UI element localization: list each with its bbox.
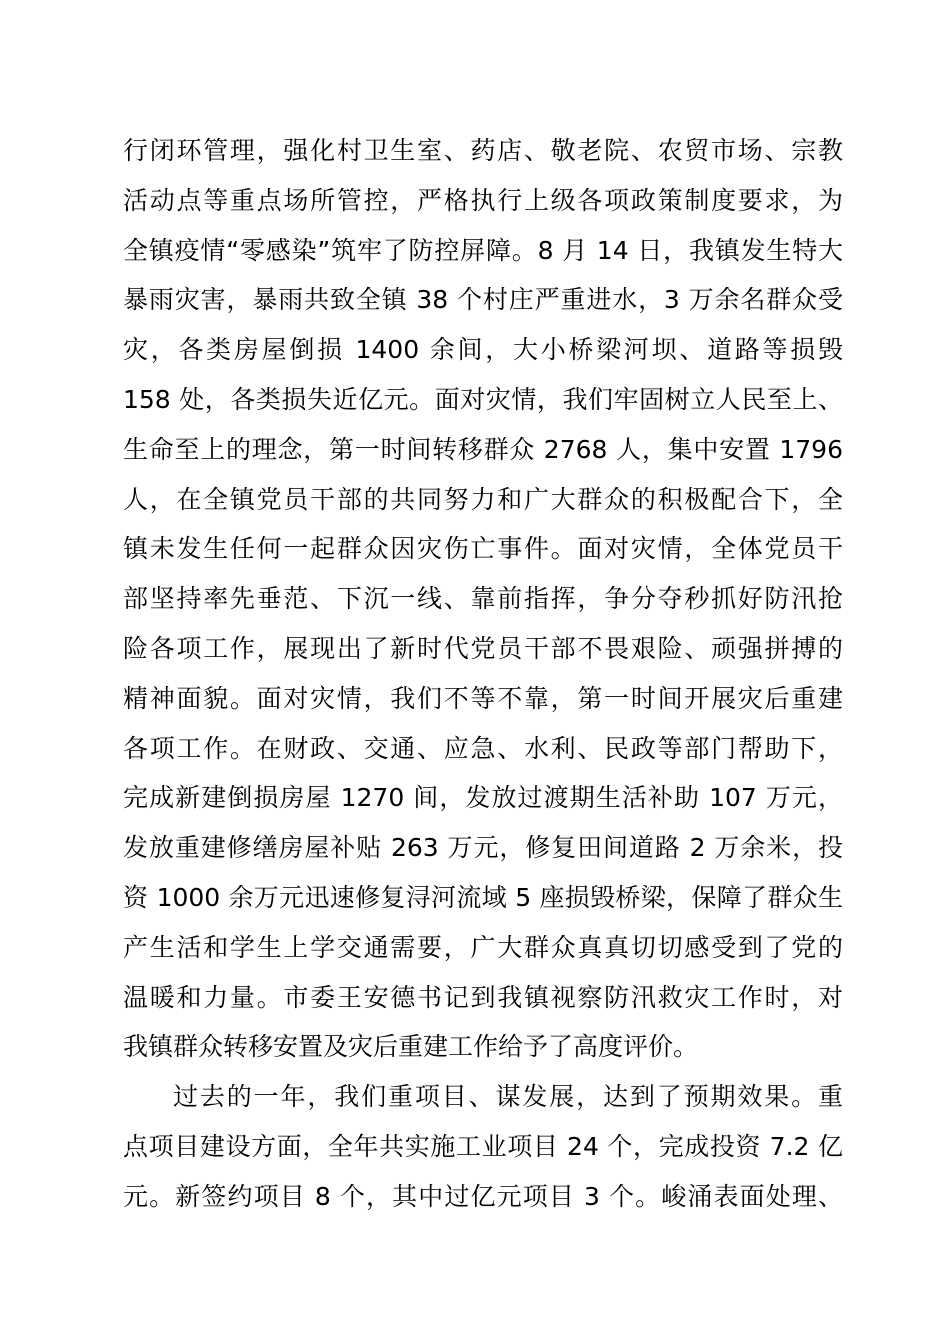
text-line: 发放重建修缮房屋补贴 263 万元，修复田间道路 2 万余米，投 <box>123 833 843 863</box>
text-line: 点项目建设方面，全年共实施工业项目 24 个，完成投资 7.2 亿 <box>123 1131 843 1161</box>
text-line: 各项工作。在财政、交通、应急、水利、民政等部门帮助下， <box>123 733 843 763</box>
text-line: 完成新建倒损房屋 1270 间，发放过渡期生活补助 107 万元， <box>123 783 843 813</box>
text-line: 产生活和学生上学交通需要，广大群众真真切切感受到了党的 <box>123 932 843 962</box>
text-line: 暴雨灾害，暴雨共致全镇 38 个村庄严重进水，3 万余名群众受 <box>123 285 843 315</box>
text-line: 行闭环管理，强化村卫生室、药店、敬老院、农贸市场、宗教 <box>123 136 843 165</box>
text-line: 人，在全镇党员干部的共同努力和广大群众的积极配合下，全 <box>123 484 843 514</box>
text-line: 过去的一年，我们重项目、谋发展，达到了预期效果。重 <box>173 1082 843 1112</box>
text-line: 部坚持率先垂范、下沉一线、靠前指挥，争分夺秒抓好防汛抢 <box>123 584 843 614</box>
text-line: 精神面貌。面对灾情，我们不等不靠，第一时间开展灾后重建 <box>123 683 843 713</box>
document-body <box>123 126 843 1222</box>
text-line: 灾，各类房屋倒损 1400 余间，大小桥梁河坝、道路等损毁 <box>123 335 843 365</box>
text-line: 158 处，各类损失近亿元。面对灾情，我们牢固树立人民至上、 <box>123 384 843 414</box>
text-line: 我镇群众转移安置及灾后重建工作给予了高度评价。 <box>123 1032 699 1062</box>
text-line: 生命至上的理念，第一时间转移群众 2768 人，集中安置 1796 <box>123 434 843 464</box>
text-line: 活动点等重点场所管控，严格执行上级各项政策制度要求，为 <box>123 185 843 215</box>
text-line: 温暖和力量。市委王安德书记到我镇视察防汛救灾工作时，对 <box>123 982 843 1012</box>
text-line: 元。新签约项目 8 个，其中过亿元项目 3 个。峻涌表面处理、 <box>123 1181 843 1211</box>
paragraph <box>123 126 843 1072</box>
text-line: 全镇疫情“零感染”筑牢了防控屏障。8 月 14 日，我镇发生特大 <box>123 235 843 265</box>
text-line: 资 1000 余万元迅速修复浔河流域 5 座损毁桥梁，保障了群众生 <box>123 882 843 912</box>
paragraph <box>123 1072 843 1221</box>
text-line: 镇未发生任何一起群众因灾伤亡事件。面对灾情，全体党员干 <box>123 534 843 564</box>
text-line: 险各项工作，展现出了新时代党员干部不畏艰险、顽强拼搏的 <box>123 633 843 663</box>
